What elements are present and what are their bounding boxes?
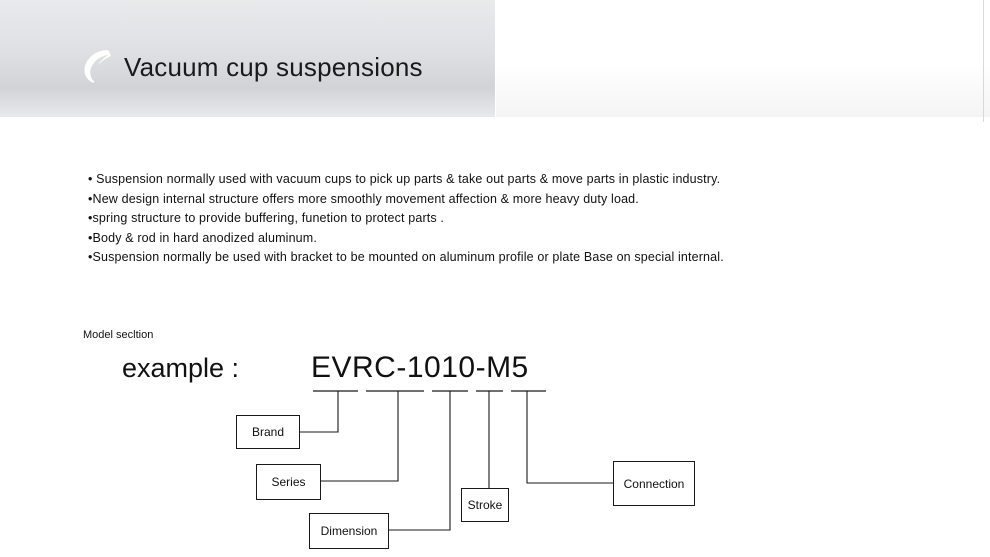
dolphin-logo-icon xyxy=(78,47,114,85)
callout-brand xyxy=(236,415,300,449)
callout-label: Stroke xyxy=(467,498,503,512)
callout-label: Series xyxy=(271,475,306,489)
list-item: •Suspension normally be used with bracket to be mounted on aluminum profile or plate Base on special internal. xyxy=(88,250,724,264)
feature-bullet-list xyxy=(88,170,918,268)
callout-series xyxy=(256,464,321,500)
callout-label: Connection xyxy=(623,476,685,491)
list-item: •spring structure to provide buffering, funetion to protect parts . xyxy=(88,211,445,225)
header-content xyxy=(0,0,990,117)
list-item: • Suspension normally used with vacuum cups to pick up parts & take out parts & move parts in plastic industry. xyxy=(88,172,721,186)
model-section-label: Model secltion xyxy=(83,329,154,341)
header-band xyxy=(0,0,990,117)
callout-connection xyxy=(613,461,695,506)
callout-label: Brand xyxy=(251,425,285,439)
list-item: •Body & rod in hard anodized aluminum. xyxy=(88,230,317,245)
example-label: example : xyxy=(122,353,240,383)
callout-stroke xyxy=(461,488,509,522)
header-right-rule xyxy=(983,0,984,122)
page-title: Vacuum cup suspensions xyxy=(124,52,423,82)
model-code-text: EVRC-1010-M5 xyxy=(311,351,529,384)
callout-label: Dimension xyxy=(320,524,378,538)
callout-dimension xyxy=(309,513,389,549)
list-item: •New design internal structure offers more smoothly movement affection & more heavy duty load. xyxy=(88,191,639,206)
